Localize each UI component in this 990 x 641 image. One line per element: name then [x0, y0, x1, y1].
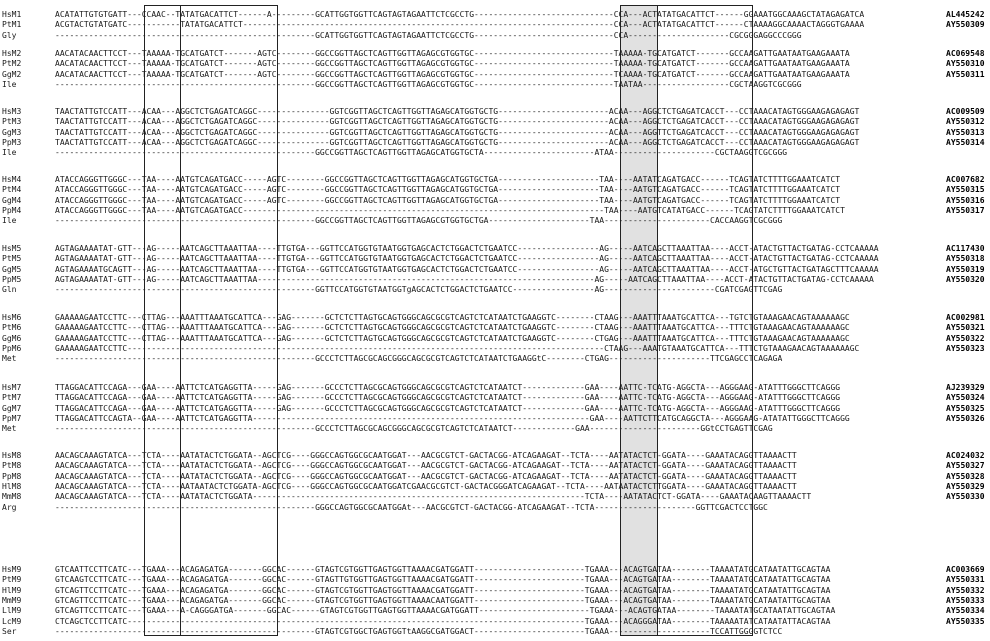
sequence-name: HsM2: [2, 49, 22, 58]
alignment-row: [0, 265, 990, 275]
sequence-name: LcM9: [2, 616, 22, 626]
alignment-row: [0, 138, 990, 148]
sequence-name: GgM6: [2, 333, 22, 343]
sequence-string: ------------------------------------------------------GTAGTCGTGGCTGAGTGGTtAAGGCGATGGACT-----------------------TGAAA---------------------TCCATTGGGGTCTCC: [55, 626, 783, 636]
sequence-name: GgM5: [2, 264, 22, 274]
accession-number: AY550329: [946, 481, 985, 491]
accession-number: AC117430: [946, 244, 985, 253]
accession-number: AL445242: [946, 10, 985, 19]
sequence-name: PtM8: [2, 461, 22, 471]
sequence-string: CTCAGCTCCTTCATC-----------------------------------------------------------------------------------------------TGAAA---ACAGGGATAA--------TAAAAATATCATAATATTACAGTAA: [55, 616, 831, 626]
sequence-name: Gly: [2, 30, 17, 40]
sequence-name: GgM7: [2, 403, 22, 413]
accession-number: AY550333: [946, 595, 985, 605]
sequence-string: TTAGGACATTCCAGA---GAA----AATTCTCATGAGGTTA-----GAG-------GCCCTCTTAGCGCAGTGGGCAGCGCGTCAGTCTCATAATCT-------------GAA----AATTC-TCATG-AGGCTA---AGGGAAG-ATATTTGGGCTTCAGGG: [55, 393, 841, 403]
sequence-string: TAACTATTGTCCATT---ACAA---AGGCTCTGAGATCAGGC---------------GGTCGGTTAGCTCAGTTGGTTAGAGCATGGTGCTG-----------------------ACAA---AGGTTCTGAGATCACCT---CCTAAACATAGTGGGAAGAGAGAGT: [55, 127, 860, 137]
sequence-name: HsM8: [2, 451, 22, 460]
accession-number: AC007682: [946, 175, 985, 184]
sequence-string: AGTAGAAAATAT-GTT---AG-----AATCAGCTTAAATTAA----TTGTGA---GGTTCCATGGTGTAATGGTGAGCACTCTGGACTCTGAATCC-----------------AG-----AATCAGCTTAAATTAA----ACCT-ATACTGTTACTGATAG-CCTCAAAAA: [55, 244, 879, 253]
alignment-row: [0, 128, 990, 138]
alignment-row: [0, 10, 990, 20]
sequence-string: TTAGGACATTCCAGTA--GAA----AATTCTCATGAGGTTA----------------------------------------------------------------------GAA----AATTCTTCATGCAGGCTA---AGGGAAG-ATATATTGGGCTTCAGGG: [55, 413, 850, 423]
sequence-string: ATACCAGGGTTGGGC---TAA----AATGTCAGATGACC-----AGTC--------GGCCGGTTAGCTCAGTTGGTTAGAGCATGGTGCTGA---------------------TAA----AATATCAGATGACC------TCAGTATCTTTTGGAAATCATCT: [55, 175, 841, 184]
accession-number: AC002981: [946, 313, 985, 322]
alignment-row: [0, 606, 990, 616]
sequence-string: AACAGCAAAGTATCA---TCTA----AATATACTCTGGATA---------------------------------------------------------------------TCTA----AATATACTCT-GGATA----GAAATACAAGTTAAAACTT: [55, 492, 812, 502]
alignment-row: [0, 175, 990, 185]
accession-number: AY550311: [946, 69, 985, 79]
sequence-name: PpM3: [2, 137, 22, 147]
accession-number: AY550310: [946, 59, 985, 69]
alignment-row: [0, 49, 990, 59]
sequence-name: PpM6: [2, 343, 22, 353]
accession-number: AY550325: [946, 403, 985, 413]
sequence-string: TAACTATTGTCCATT---ACAA---AGGCTCTGAGATCAGGC---------------GGTCGGTTAGCTCAGTTGGTTAGAGCATGGTGCTG-----------------------ACAA---AGGCTCTGAGATCACCT---CCTAAACATAGTGGGAAGAGAGAGT: [55, 117, 860, 127]
accession-number: AY550320: [946, 274, 985, 284]
sequence-string: GTCAGTTCCTTCATC---TGAAA---ACAGAGATGA-------GGCAC------GTAGTCGTGGTTGAGTGGTTAAAACGATGGATT-----------------------TGAAA---ACAGTGATAA--------TAAAATATGCATAATATTGCAGTAA: [55, 585, 831, 595]
alignment-row: [0, 586, 990, 596]
sequence-name: MmM8: [2, 492, 22, 502]
accession-number: AY550324: [946, 393, 985, 403]
alignment-row: [0, 344, 990, 354]
alignment-row: [0, 216, 990, 226]
sequence-name: PpM7: [2, 413, 22, 423]
sequence-string: GAAAAAGAATCCTTC---------------------------------------------------------------------------------------------------CTAAG---AAATGTAAATGCATTCA---TTTCTGTAAAGAACAGTAAAAAAGC: [55, 343, 860, 353]
sequence-name: GgM2: [2, 69, 22, 79]
alignment-row: [0, 323, 990, 333]
alignment-row: [0, 503, 990, 513]
sequence-string: GTCAGTTCCTTCATC---TGAAA---A-CAGGGATGA-------GGCAC------GTAGTCGTGGTTGAGTGGTTAAAACGATGGATT-----------------------TGAAA---ACAGTGATAA--------TAAAATATGCATAATATTGCAGTAA: [55, 606, 836, 616]
accession-number: AY550317: [946, 205, 985, 215]
sequence-string: ------------------------------------------------------GGGCCAGTGGCGCAATGGAt---AACGCGTCT-GACTACGG-ATCAGAAGAT--TCTA---------------------GGTTCGACTCCTGGC: [55, 502, 768, 512]
sequence-name: Ile: [2, 216, 17, 226]
sequence-name: HsM1: [2, 10, 22, 19]
alignment-row: [0, 285, 990, 295]
sequence-string: AACAGCAAAGTATCA---TCTA----AATATACTCTGGATA--AGCTCG----GGGCCAGTGGCGCAATGGAT---AACGCGTCT-GACTACGG-ATCAGAAGAT--TCTA----AATATACTCT-GGATA----GAAATACAGGTTAAAACTT: [55, 471, 797, 481]
sequence-name: HsM9: [2, 565, 22, 574]
accession-number: AY550319: [946, 264, 985, 274]
sequence-string: GAAAAAGAATCCTTC---CTTAG---AAATTTAAATGCATTCA---GAG-------GCTCTCTTAGTGCAGTGGGCAGCGCGTCAGTCTCATAATCTGAAGGTC--------CTGAG---AAATTTAAATGCATTCA---TTTCTGTAAAGAACAGTAAAAAAGC: [55, 333, 850, 343]
alignment-row: [0, 107, 990, 117]
accession-number: AY550323: [946, 343, 985, 353]
alignment-row: [0, 254, 990, 264]
sequence-name: PtM6: [2, 323, 22, 333]
alignment-row: [0, 59, 990, 69]
alignment-row: [0, 334, 990, 344]
alignment-row: [0, 20, 990, 30]
sequence-string: ACATATTGTGTGATT---CCAAC--TATATGACATTCT------A---------GCATTGGTGGTTCAGTAGTAGAATTCTCGCCTG-----------------------------CCA---ACTATATGACATTCT------GGAAATGGCAAAGCTATAGAGATCA: [55, 10, 865, 19]
sequence-string: ------------------------------------------------------GGCCGGTTAGCTCAGTTGGTTAGAGCGTGGTGC-----------------------------TAATAA------------------CGCTAAGGTCGCGGG: [55, 79, 802, 89]
accession-number: AY550327: [946, 461, 985, 471]
sequence-string: AACATACAACTTCCT---TAAAAA-TGCATGATCT-------AGTC--------GGCCGGTTAGCTCAGTTGGTTAGAGCGTGGTGC-----------------------------TCAAAA-TGCATGATCT-------GCCAAGATTGAATAATGAAGAAATA: [55, 69, 850, 79]
sequence-name: PtM5: [2, 254, 22, 264]
accession-number: AY550321: [946, 323, 985, 333]
sequence-name: GgM3: [2, 127, 22, 137]
sequence-string: GTCAGTTCCTTCATC---TGAAA---ACAGAGATGA-------GGCAC------GTAGTCGTGGTTGAGTGGTTAAAACAATGGATT-----------------------TGAAA---ACAGTGATAA--------TAAAATATGCATAATATTGCAGTAA: [55, 595, 831, 605]
sequence-name: Ile: [2, 79, 17, 89]
sequence-string: AGTAGAAAATAT-GTT---AG-----AATCAGCTTAAATTAA----------------------------------------------------------------------AG-----AATCAGCTTAAATTAA----ACCT-ATACTGTTACTGATAG-CCTCAAAAA: [55, 274, 874, 284]
sequence-name: PpM8: [2, 471, 22, 481]
sequence-name: HsM5: [2, 244, 22, 253]
sequence-name: HlM8: [2, 481, 22, 491]
alignment-row: [0, 313, 990, 323]
sequence-string: AACATACAACTTCCT---TAAAAA-TGCATGATCT-------AGTC--------GGCCGGTTAGCTCAGTTGGTTAGAGCGTGGTGC-----------------------------TAAAAA-TGCATGATCT-------GCCAAGATTGAATAATGAAGAAATA: [55, 59, 850, 69]
sequence-name: MmM9: [2, 595, 22, 605]
accession-number: AY550335: [946, 616, 985, 626]
accession-number: AY550330: [946, 492, 985, 502]
alignment-row: [0, 206, 990, 216]
sequence-string: ------------------------------------------------------GGTTCCATGGTGTAATGGTgAGCACTCTGGACTCTGAATCC-----------------AG-----------------------CGATCGAGTTCGAG: [55, 285, 783, 295]
sequence-string: TAACTATTGTCCATT---ACAA---AGGCTCTGAGATCAGGC---------------GGTCGGTTAGCTCAGTTGGTTAGAGCATGGTGCTG-----------------------ACAA---AGGCTCTGAGATCACCT---CCTAAACATAGTGGGAAGAGAGAGT: [55, 137, 860, 147]
sequence-name: HsM7: [2, 383, 22, 392]
sequence-name: Gln: [2, 285, 17, 295]
accession-number: AY550326: [946, 413, 985, 423]
accession-number: AY550328: [946, 471, 985, 481]
sequence-name: PpM5: [2, 274, 22, 284]
accession-number: AY550313: [946, 127, 985, 137]
sequence-string: ------------------------------------------------------GGCCGGTTAGCTCAGTTGGTTAGAGCATGGTGCTA-----------------------ATAA---------------------CGCTAAGGTCGCGGG: [55, 148, 788, 158]
sequence-string: ------------------------------------------------------GCCCTCTTAGCGCAGCGGGCAGCGCGTCAGTCTCATAATCT-------------GAA-----------------------GGtCCTGAGTTCGAG: [55, 424, 773, 434]
alignment-row: [0, 354, 990, 364]
sequence-name: LlM9: [2, 606, 22, 616]
sequence-name: Ser: [2, 626, 17, 636]
sequence-name: PtM1: [2, 20, 22, 30]
accession-number: AC009509: [946, 107, 985, 116]
sequence-string: ATACCAGGGTTGGGC---TAA----AATGTCAGATGACC-----AGTC--------GGCCGGTTAGCTCAGTTGGTTAGAGCATGGTGCTGA---------------------TAA----AATGTCAGATGACC------TCAGTATCTTTTGGAAATCATCT: [55, 185, 841, 195]
sequence-string: GTCAATTCCTTCATC---TGAAA---ACAGAGATGA-------GGCAC------GTAGTCGTGGTTGAGTGGTTAAAACGATGGATT-----------------------TGAAA---ACAGTGATAA--------TAAAATATGCATAATATTGCAGTAA: [55, 565, 831, 574]
sequence-string: TAACTATTGTCCATT---ACAA---AGGCTCTGAGATCAGGC---------------GGTCGGTTAGCTCAGTTGGTTAGAGCATGGTGCTG-----------------------ACAA---AGGCTCTGAGATCACCT---CCTAAACATAGTGGGAAGAGAGAGT: [55, 107, 860, 116]
alignment-row: [0, 185, 990, 195]
sequence-string: AACAGCAAAGTATCA---TCTA----AATAATACTCTGGATA-AGCTCG----GGGCCAGTGGCGCAATGGATCGAACGCGTCT-GACTACGGGATCAGAAGAT--TCTA----AATAATACTCTTGGATA----GAAATACAGGTTAAAACTT: [55, 481, 797, 491]
alignment-row: [0, 117, 990, 127]
accession-number: AY550309: [946, 20, 985, 30]
sequence-string: TTAGGACATTCCAGA---GAA----AATTCTCATGAGGTTA-----GAG-------GCCCTCTTAGCGCAGTGGGCAGCGCGTCAGTCTCATAATCT-------------GAA----AATTC-TCATG-AGGCTA---AGGGAAG-ATATTTGGGCTTCAGGG: [55, 383, 841, 392]
accession-number: AC003669: [946, 565, 985, 574]
sequence-string: ------------------------------------------------------GGCCGGTTAGCTCAGTTGGTTAGAGCGTGGTGCTGA---------------------TAA----------------------CACCAAGGTCGCGGG: [55, 216, 783, 226]
sequence-string: ------------------------------------------------------GCCCTCTTAGCGCAGCGGGCAGCGCGTCAGTCTCATAATCTGAAGGtC--------CTGAG---------------------TTCGAGCCTCAGAGA: [55, 354, 783, 364]
sequence-string: AGTAGAAAATGCAGTT---AG-----AATCAGCTTAAATTAA----TTGTGA---GGTTCCATGGTGTAATGGTGAGCACTCTGGACTCTGAATCC-----------------AG-----AATCAGCTTAAATTAA----ACCT-ATGCTGTTACTGATAGCTTTCAAAAA: [55, 264, 879, 274]
sequence-name: Arg: [2, 502, 17, 512]
accession-number: AY550316: [946, 195, 985, 205]
accession-number: AJ239329: [946, 383, 985, 392]
alignment-row: [0, 244, 990, 254]
alignment-row: [0, 482, 990, 492]
alignment-row: [0, 70, 990, 80]
sequence-name: PpM4: [2, 205, 22, 215]
sequence-name: PtM2: [2, 59, 22, 69]
alignment-row: [0, 414, 990, 424]
alignment-row: [0, 617, 990, 627]
sequence-string: TTAGGACATTCCAGA---GAA----AATTCTCATGAGGTTA-----GAG-------GCCCTCTTAGCGCAGTGGGCAGCGCGTCAGTCTCATAATCT-------------GAA----AATTC-TCATG-AGGCTA---AGGGAAG-ATATTTGGGCTTCAGGG: [55, 403, 841, 413]
accession-number: AY550334: [946, 606, 985, 616]
alignment-row: [0, 472, 990, 482]
sequence-string: ATACCAGGGTTGGGC---TAA----AATGTCAGATGACC---------------------------------------------------------------------------TAA----AATGTCATATGACC------TCAGTATCTTTTGGAAATCATCT: [55, 205, 845, 215]
sequence-name: HsM3: [2, 107, 22, 116]
alignment-row: [0, 565, 990, 575]
sequence-string: AACAGCAAAGTATCA---TCTA----AATATACTCTGGATA--AGCTCG----GGGCCAGTGGCGCAATGGAT---AACGCGTCT-GACTACGG-ATCAGAAGAT--TCTA----AATATACTCT-GGATA----GAAATACAGGTTAAAACTT: [55, 451, 797, 460]
sequence-name: HlM9: [2, 585, 22, 595]
alignment-row: [0, 31, 990, 41]
alignment-row: [0, 393, 990, 403]
accession-number: AY550315: [946, 185, 985, 195]
alignment-row: [0, 492, 990, 502]
sequence-string: ------------------------------------------------------GCATTGGTGGTTCAGTAGTAGAATTCTCGCCTG-----------------------------CCA---------------------CGCGGGAGGCCCGGG: [55, 30, 802, 40]
sequence-name: Ile: [2, 148, 17, 158]
sequence-name: GgM4: [2, 195, 22, 205]
sequence-name: Met: [2, 354, 17, 364]
accession-number: AY550312: [946, 117, 985, 127]
sequence-name: HsM6: [2, 313, 22, 322]
accession-number: AY550318: [946, 254, 985, 264]
alignment-row: [0, 627, 990, 637]
sequence-string: ATACCAGGGTTGGGC---TAA----AATGTCAGATGACC-----AGTC--------GGCCGGTTAGCTCAGTTGGTTAGAGCATGGTGCTGA---------------------TAA----AATGTCAGATGACC------TCAGTATCTTTTGGAAATCATCT: [55, 195, 841, 205]
sequence-name: PtM7: [2, 393, 22, 403]
accession-number: AY550331: [946, 575, 985, 585]
sequence-string: GTCAAGTCCTTCATC---TGAAA---ACAGAGATGA-------GGCAC------GTAGTTGTGGTTGAGTGGTTAAAACGATGGATT-----------------------TGAAA---ACAGTGATAA--------TAAAATATGCATAATATTGCAGTAA: [55, 575, 831, 585]
sequence-string: AGTAGAAAATAT-GTT---AG-----AATCAGCTTAAATTAA----TTGTGA---GGTTCCATGGTGTAATGGTGAGCACTCTGGACTCTGAATCC-----------------AG-----AATCAGCTTAAATTAA----ACCT-ATACTGTTACTGATAG-CCTCAAAAA: [55, 254, 879, 264]
sequence-name: PtM4: [2, 185, 22, 195]
alignment-row: [0, 383, 990, 393]
sequence-string: GAAAAAGAATCCTTC---CTTAG---AAATTTAAATGCATTCA---GAG-------GCTCTCTTAGTGCAGTGGGCAGCGCGTCAGTCTCATAATCTGAAGGTC--------CTAAG---AAATTTAAATGCATTCA---TGTCTGTAAAGAACAGTAAAAAAGC: [55, 313, 850, 322]
alignment-row: [0, 275, 990, 285]
sequence-name: HsM4: [2, 175, 22, 184]
accession-number: AY550332: [946, 585, 985, 595]
sequence-string: ACGTACTGTATGATC-----------TATATGACATTCT-----------------------------------------------------------------------------CCA---ACTATATGACATTCT------CTAAAAGGCAAAACTAGGGTGAAAA: [55, 20, 865, 30]
sequence-name: Met: [2, 424, 17, 434]
accession-number: AC024032: [946, 451, 985, 460]
alignment-row: [0, 575, 990, 585]
accession-number: AY550322: [946, 333, 985, 343]
sequence-string: GAAAAAGAATCCTTC---CTTAG---AAATTTAAATGCATTCA---GAG-------GCTCTCTTAGTGCAGTGGGCAGCGCGTCAGTCTCATAATCTGAAGGTC--------CTAAG---AAATTTAAATGCATTCA---TTTCTGTAAAGAACAGTAAAAAAGC: [55, 323, 850, 333]
accession-number: AY550314: [946, 137, 985, 147]
alignment-row: [0, 596, 990, 606]
sequence-name: PtM3: [2, 117, 22, 127]
sequence-string: AACAGCAAAGTATCA---TCTA----AATATACTCTGGATA--AGCTCG----GGGCCAGTGGCGCAATGGAT---AACGCGTCT-GACTACGG-ATCAGAAGAT--TCTA----AATATACTCT-GGATA----GAAATACAGGTTAAAACTT: [55, 461, 797, 471]
alignment-row: [0, 451, 990, 461]
alignment-row: [0, 404, 990, 414]
accession-number: AC069548: [946, 49, 985, 58]
alignment-row: [0, 148, 990, 158]
alignment-row: [0, 424, 990, 434]
sequence-string: AACATACAACTTCCT---TAAAAA-TGCATGATCT-------AGTC--------GGCCGGTTAGCTCAGTTGGTTAGAGCGTGGTGC-----------------------------TAAAAA-TGCATGATCT-------GCCAAGATTGAATAATGAAGAAATA: [55, 49, 850, 58]
alignment-row: [0, 80, 990, 90]
sequence-name: PtM9: [2, 575, 22, 585]
alignment-row: [0, 461, 990, 471]
alignment-row: [0, 196, 990, 206]
